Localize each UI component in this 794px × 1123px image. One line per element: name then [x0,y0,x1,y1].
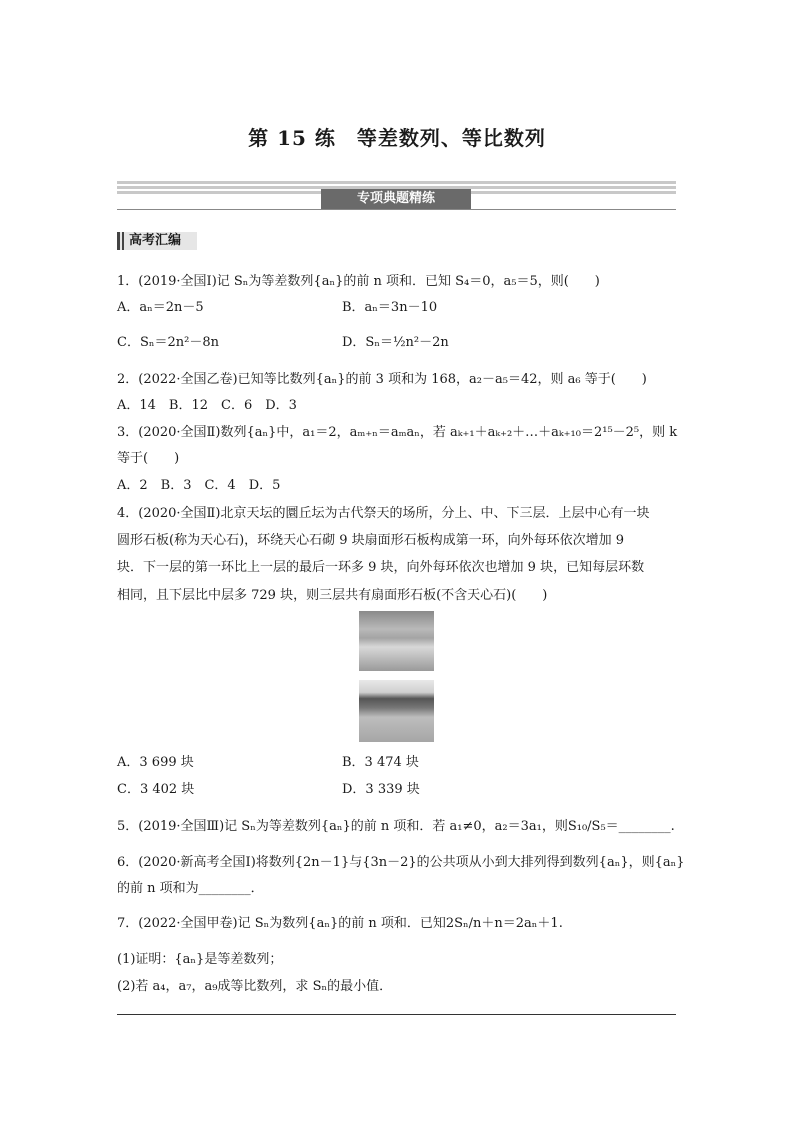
banner-label: 专项典题精练 [321,189,471,209]
question-5: 5．(2019·全国Ⅲ)记 Sₙ为等差数列{aₙ}的前 n 项和．若 a₁≠0，a₂＝3a₁，则S₁₀/S₅＝________. [117,819,675,834]
option-a: A．aₙ＝2n－5 [117,300,204,315]
question-3-options: A．2 B．3 C．4 D．5 [117,478,281,493]
page-title: 第 15 练 等差数列、等比数列 [248,126,546,150]
question-2: 2．(2022·全国乙卷)已知等比数列{aₙ}的前 3 项和为 168，a₂－a₅＝42，则 a₆ 等于( ) [117,372,647,387]
question-1: 1．(2019·全国Ⅰ)记 Sₙ为等差数列{aₙ}的前 n 项和．已知 S₄＝0，a₅＝5，则( ) [117,274,600,289]
q4-option-d: D．3 339 块 [342,782,420,797]
question-3: 3．(2020·全国Ⅱ)数列{aₙ}中，a₁＝2，aₘ₊ₙ＝aₘaₙ，若 aₖ₊₁＋aₖ₊₂＋…＋aₖ₊₁₀＝2¹⁵－2⁵，则 k [117,425,678,440]
option-d: D．Sₙ＝½n²－2n [342,335,449,350]
question-3-cont: 等于( ) [117,451,180,466]
question-6-line2: 的前 n 项和为________． [117,881,264,896]
q4-option-b: B．3 474 块 [342,755,419,770]
question-7-part2: (2)若 a₄，a₇，a₉成等比数列，求 Sₙ的最小值． [117,979,393,994]
question-7-part1: (1)证明：{aₙ}是等差数列； [117,952,283,967]
question-6-line1: 6．(2020·新高考全国Ⅰ)将数列{2n－1}与{3n－2}的公共项从小到大排列得到数列{aₙ}，则{aₙ} [117,855,685,870]
q4-option-c: C．3 402 块 [117,782,195,797]
section-heading-label: 高考汇编 [129,233,182,248]
temple-photo-top [359,611,434,671]
question-4-line4: 相同，且下层比中层多 729 块，则三层共有扇面形石板(不含天心石)( ) [117,588,548,603]
q4-option-a: A．3 699 块 [117,755,194,770]
question-4-line2: 圆形石板(称为天心石)，环绕天心石砌 9 块扇面形石板构成第一环，向外每环依次增加 9 [117,533,625,548]
section-banner [117,181,676,211]
bottom-rule [117,1014,676,1015]
temple-photo-bottom [359,680,434,742]
question-2-options: A．14 B．12 C．6 D．3 [117,398,297,413]
question-4-line3: 块．下一层的第一环比上一层的最后一环多 9 块，向外每环依次也增加 9 块，已知每层环数 [117,560,645,575]
option-c: C．Sₙ＝2n²－8n [117,335,219,350]
section-heading [117,232,197,250]
question-7: 7．(2022·全国甲卷)记 Sₙ为数列{aₙ}的前 n 项和．已知2Sₙ/n＋n＝2aₙ＋1. [117,916,563,931]
option-b: B．aₙ＝3n－10 [342,300,438,315]
question-4-line1: 4．(2020·全国Ⅱ)北京天坛的圜丘坛为古代祭天的场所，分上、中、下三层．上层中心有一块 [117,506,650,521]
